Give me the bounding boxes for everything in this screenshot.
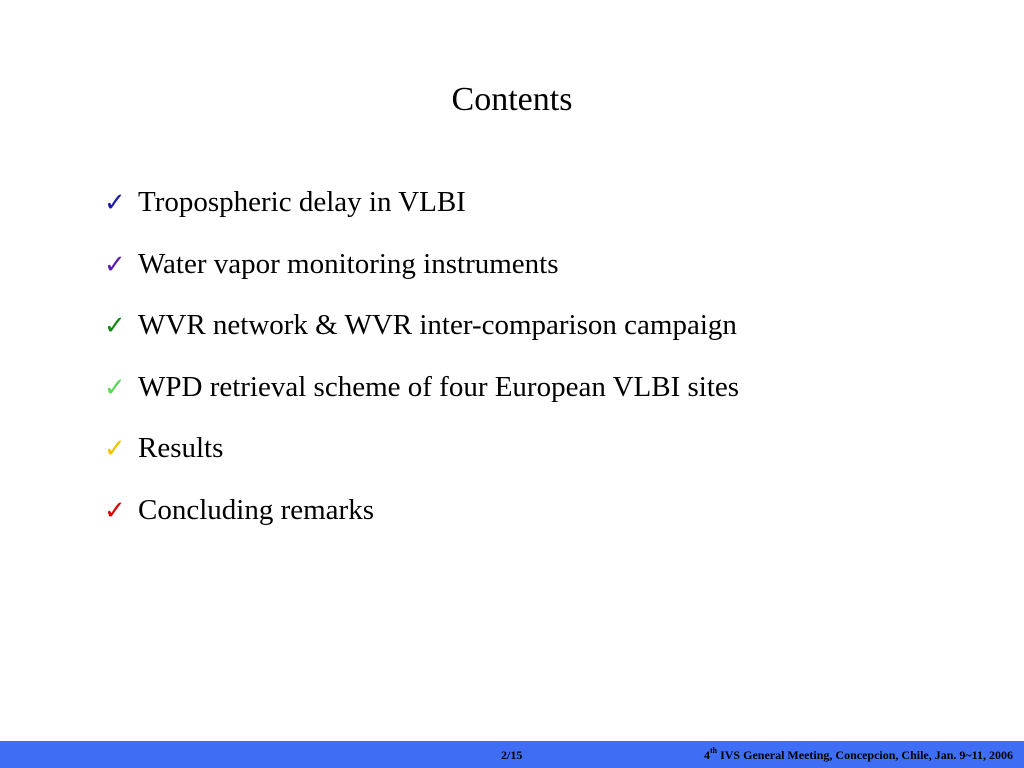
list-item-text: WVR network & WVR inter-comparison campaign bbox=[138, 309, 737, 341]
checkmark-icon: ✓ bbox=[104, 249, 126, 280]
slide-title: Contents bbox=[451, 81, 573, 118]
ordinal-suffix: th bbox=[709, 746, 718, 755]
list-item bbox=[104, 365, 739, 427]
list-item-text: Water vapor monitoring instruments bbox=[138, 247, 559, 280]
checkmark-icon: ✓ bbox=[104, 311, 126, 341]
footer-caption-text: IVS General Meeting, Concepcion, Chile, Jan. 9~11, 2006 bbox=[717, 748, 1013, 762]
list-item bbox=[104, 426, 739, 488]
list-item bbox=[104, 488, 739, 550]
list-item-text: Results bbox=[138, 432, 224, 464]
list-item-text: WPD retrieval scheme of four European VLBI sites bbox=[138, 370, 740, 403]
footer-bar bbox=[0, 741, 1024, 768]
list-item bbox=[104, 303, 739, 365]
checkmark-icon: ✓ bbox=[104, 188, 126, 218]
checkmark-icon: ✓ bbox=[104, 495, 126, 526]
list-item-text: Tropospheric delay in VLBI bbox=[138, 186, 466, 218]
checkmark-icon: ✓ bbox=[104, 372, 126, 403]
list-item bbox=[104, 180, 739, 242]
checkmark-icon: ✓ bbox=[104, 434, 126, 464]
ordinal-number: 4 bbox=[703, 748, 710, 762]
contents-list bbox=[104, 180, 739, 549]
page-number: 2/15 bbox=[501, 748, 523, 762]
list-item bbox=[104, 242, 739, 304]
footer-caption bbox=[704, 748, 1013, 763]
list-item-text: Concluding remarks bbox=[138, 493, 374, 526]
